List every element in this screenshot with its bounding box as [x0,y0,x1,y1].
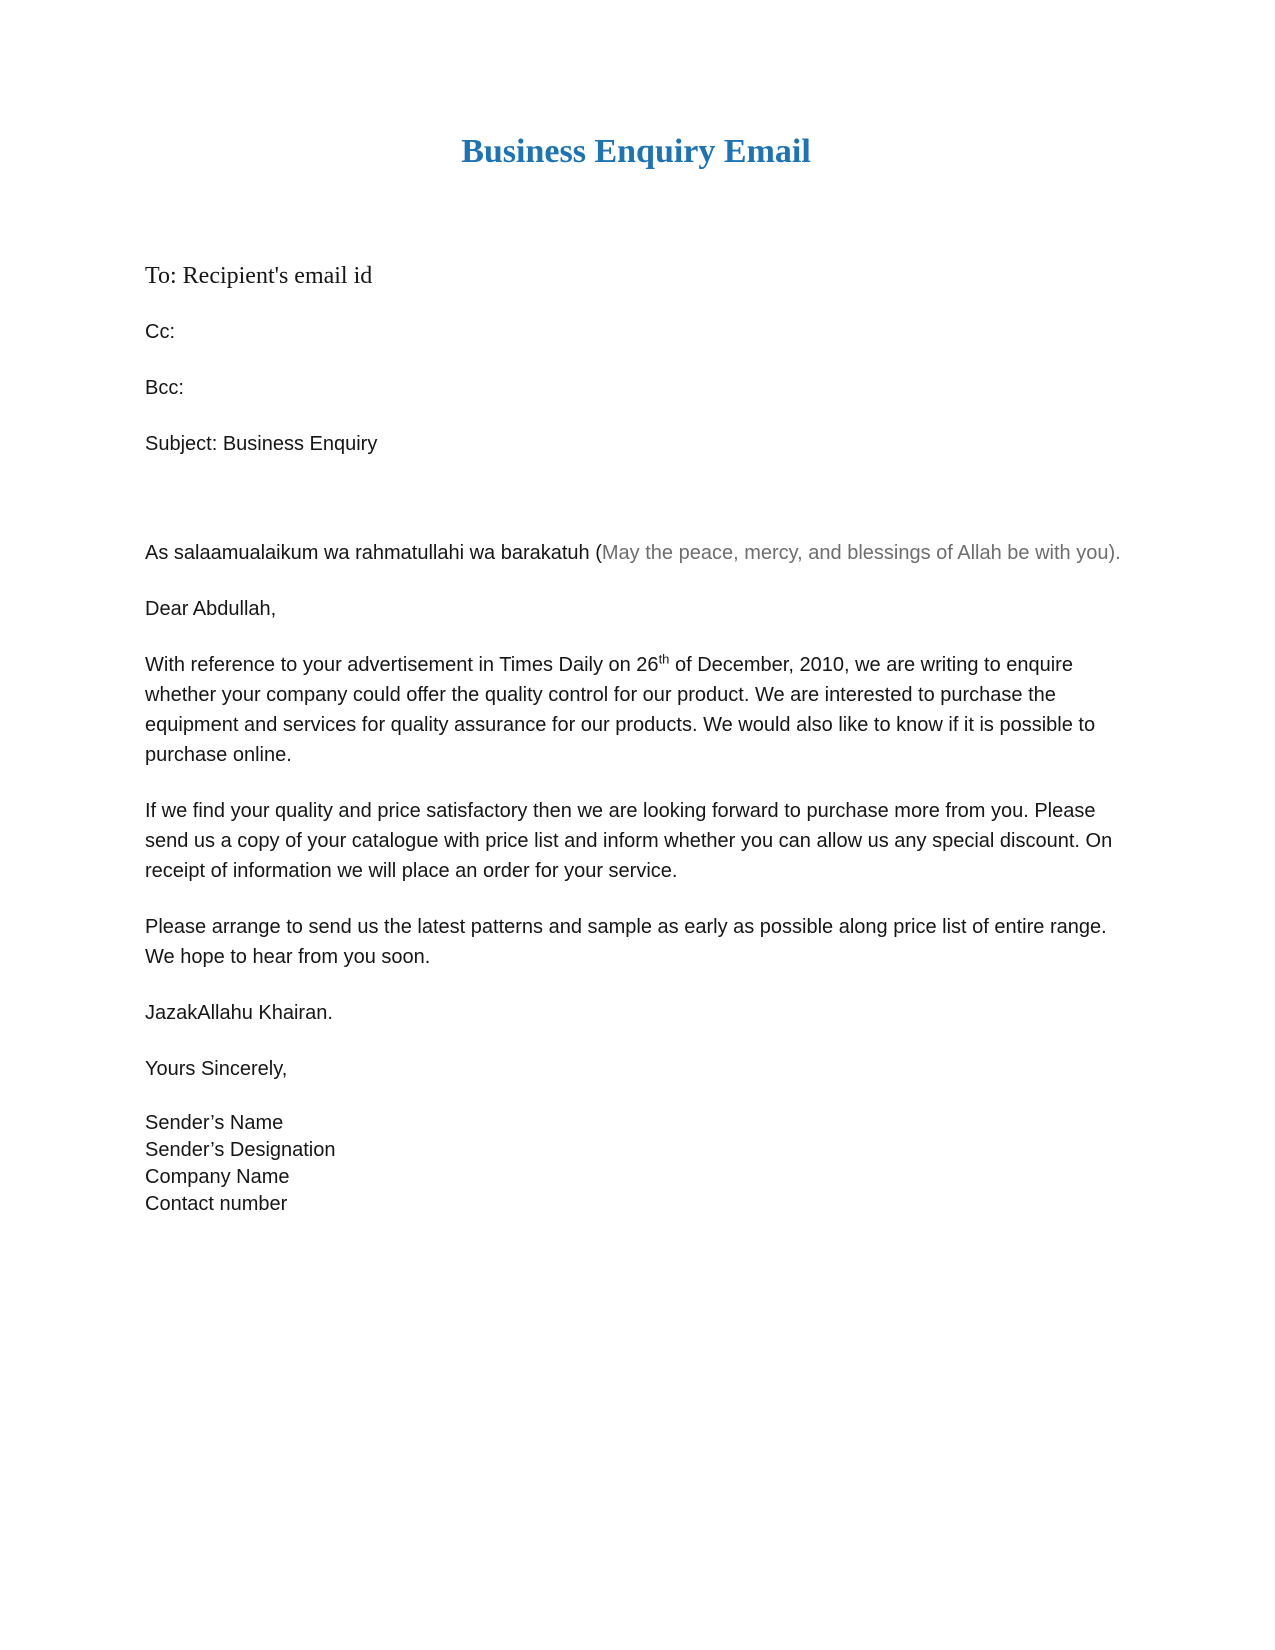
subject-line: Subject: Business Enquiry [145,433,378,455]
cc-line: Cc: [145,321,175,343]
signature-block [145,1110,1127,1218]
salutation-arabic-text: As salaamualaikum wa rahmatullahi wa barakatuh ( [145,542,602,564]
document-title: Business Enquiry Email [461,133,811,170]
closing-line: Yours Sincerely, [145,1058,288,1080]
salutation-paragraph [145,538,1127,568]
greeting-line: Dear Abdullah, [145,598,277,620]
paragraph-reference [145,650,1127,770]
to-line: To: Recipient's email id [145,263,373,289]
bcc-line: Bcc: [145,377,184,399]
paragraph-reference-text-start: With reference to your advertisement in Times Daily on 26 [145,654,659,676]
ordinal-superscript: th [658,651,670,667]
signature-designation-line: Sender’s Designation [145,1139,336,1161]
signature-name-line: Sender’s Name [145,1112,284,1134]
paragraph-quality: If we find your quality and price satisfactory then we are looking forward to purchase more from you. Please send us a copy of your catalogue with price list and inform whether you can allow us any special discount. On receipt of information we will place an order for your service. [145,800,1118,882]
thanks-line: JazakAllahu Khairan. [145,1002,333,1024]
signature-company-line: Company Name [145,1166,290,1188]
signature-contact-line: Contact number [145,1193,288,1215]
salutation-translation-text: May the peace, mercy, and blessings of Allah be with you). [601,542,1121,564]
paragraph-patterns: Please arrange to send us the latest patterns and sample as early as possible along price list of entire range. We hope to hear from you soon. [145,916,1113,968]
paragraph-reference-text-end: of December, 2010, we are writing to enquire whether your company could offer the quality control for our product. We are interested to purchase the equipment and services for quality assurance for our products. We would also like to know if it is possible to purchase online. [145,654,1101,766]
